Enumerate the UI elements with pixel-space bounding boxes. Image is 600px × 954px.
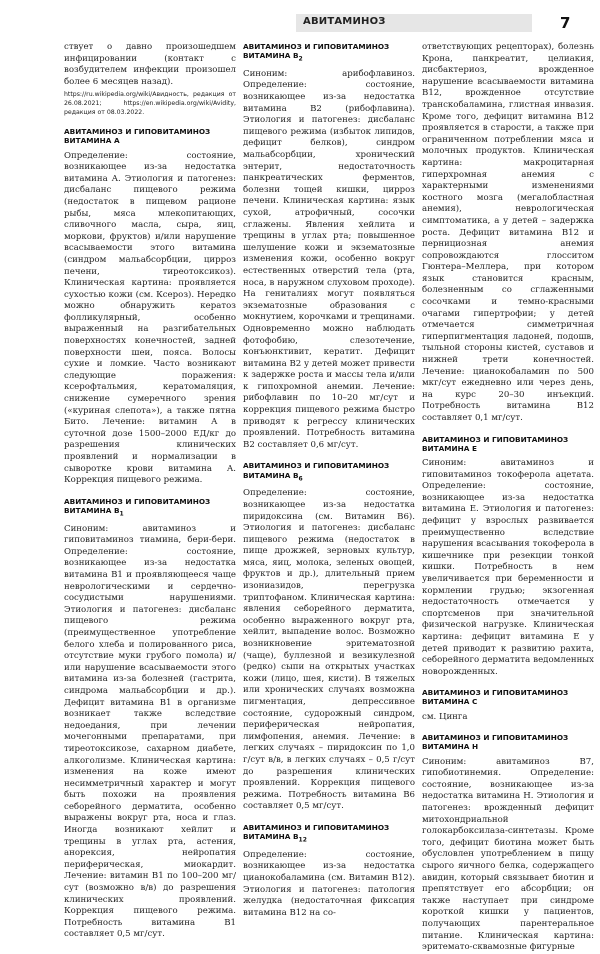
running-title: АВИТАМИНОЗ	[303, 16, 386, 27]
article-vitamin-b1: Синоним: авитаминоз и гиповитаминоз тиамина, бери-бери. Определение: состояние, возникающее из-за недостатка витамина B1 и проявляющееся чаще неврологическими и сердечно-сосудистыми нарушениями. Этиология и патогенез: дисбаланс пищевого режима (преимущественное употребление белого хлеба и полированного риса, отсутствие муки грубого помола) и/или нарушение всасываемости этого витамина из-за болезней (гастрита, синдрома мальабсорбции и др.). Дефицит витамина B1 в организме возникает также вследствие недоедания, при лечении мочегонными препаратами, при тиреотоксикозе, сахарном диабете, алкоголизме. Клиническая картина: изменения на коже имеют несимметричный характер и могут быть похожи на проявления себорейного дерматита, особенно выражены вокруг рта, носа и глаз. Иногда возникают хейлит и трещины в углах рта, астения, анорексия, нейропатия периферическая, миокардит. Лечение: витамин B1 по 100–200 мг/сут (возможно в/в) до разрешения клинических проявлений. Коррекция пищевого режима. Потребность витамина B1 составляет 0,5 мг/сут.	[64, 523, 236, 940]
heading-vitamin-h: АВИТАМИНОЗ И ГИПОВИТАМИНОЗ ВИТАМИНА H	[422, 733, 569, 752]
references: https://ru.wikipedia.org/wiki/Авидность, редакция от 26.08.2021; https://en.wikipedia.org/wiki/Avidity, редакция от 08.03.2022.	[64, 91, 236, 116]
column-right	[422, 42, 594, 954]
heading-vitamin-a: АВИТАМИНОЗ И ГИПОВИТАМИНОЗ ВИТАМИНА A	[64, 127, 211, 146]
continued-paragraph: ствует о давно произошедшем инфицировании (контакт с возбудителем инфекции произошел более 6 месяцев назад).	[64, 42, 236, 87]
continued-article-b12: ответствующих рецепторах), болезнь Крона, панкреатит, целиакия, дисбактериоз, врожденное нарушение всасываемости витамина B12, врожденное отсутствие транскобаламина, глистная инвазия. Кроме того, дефицит витамина B12 проявляется в старости, а также при ограниченном потреблении мяса и молочных продуктов. Клиническая картина: макроцитарная гиперхромная анемия с характерными изменениями костного мозга (мегалобластная анемия), неврологическая симптоматика, а у детей – задержка роста. Дефицит витамина B12 и пернициозная анемия сопровождаются глосситом Гюнтера–Меллера, при котором язык становится красным, болезненным со сглаженными сосочками и темно-красными очагами гипертрофии; у детей отмечается симметричная гиперпигментация ладоней, подошв, тыльной стороны кистей, суставов и нижней трети конечностей. Лечение: цианокобаламин по 500 мкг/сут ежедневно или через день, на курс 20–30 инъекций. Потребность витамина B12 составляет 0,1 мг/сут.	[422, 42, 594, 423]
running-header	[0, 14, 600, 32]
article-vitamin-h: Синоним: авитаминоз B7, гипобиотинемия. Определение: состояние, возникающее из-за недостатка витамина H. Этиология и патогенез: врожденный дефицит митохондриальной голокарбоксилаза-синтетазы. Кроме того, дефицит биотина может быть обусловлен употреблением в пищу сырого яичного белка, содержащего авидин, который связывает биотин и препятствует его абсорбции; он также наступает при синдроме короткой кишки у пациентов, получающих парентеральное питание. Клиническая картина: эритемато-сквамозные фигурные	[422, 756, 594, 953]
article-vitamin-e: Синоним: авитаминоз и гиповитаминоз токоферола ацетата. Определение: состояние, возникающее из-за недостатка витамина E. Этиология и патогенез: дефицит у взрослых развивается преимущественно вследствие нарушения всасывания токоферола в кишечнике при резекции тонкой кишки. Потребность в нем увеличивается при беременности и кормлении грудью; экзогенная недостаточность отмечается у спортсменов при значительной физической нагрузке. Клиническая картина: дефицит витамина E у детей приводит к развитию рахита, себорейного дерматита ведомленных новорожденных.	[422, 458, 594, 677]
column-middle	[243, 42, 415, 919]
heading-vitamin-c: АВИТАМИНОЗ И ГИПОВИТАМИНОЗ ВИТАМИНА C	[422, 688, 569, 707]
page-number: 7	[560, 14, 571, 32]
heading-vitamin-b1: АВИТАМИНОЗ И ГИПОВИТАМИНОЗ ВИТАМИНА $B_1$	[64, 496, 211, 518]
heading-vitamin-b2: АВИТАМИНОЗ И ГИПОВИТАМИНОЗ ВИТАМИНА $B_2$	[243, 42, 390, 63]
heading-vitamin-e: АВИТАМИНОЗ И ГИПОВИТАМИНОЗ ВИТАМИНА E	[422, 434, 569, 453]
article-vitamin-c: см. Цинга	[422, 711, 468, 722]
article-vitamin-b12: Определение: состояние, возникающее из-за недостатка цианокобаламина (см. Витамин B12). Этиология и патогенез: патология желудка (недостаточная фиксация витамина B12 на со-	[243, 849, 415, 918]
column-left	[64, 42, 236, 941]
article-vitamin-a: Определение: состояние, возникающее из-за недостатка витамина A. Этиология и патогенез: дисбаланс пищевого режима (недостаток в пищевом рационе рыбы, мяса млекопитающих, сливочного масла, сыра, яиц, моркови, фруктов) и/или нарушение всасываемости этого витамина (синдром мальабсорбции, цирроз печени, тиреотоксикоз). Клиническая картина: проявляется сухостью кожи (см. Ксероз). Нередко можно обнаружить кератоз фолликулярный, особенно выраженный на разгибательных поверхностях конечностей, задней поверхности шеи, пояса. Волосы сухие и ломкие. Часто возникают следующие поражения: ксерофтальмия, кератомаляция, снижение сумеречного зрения («куриная слепота»), а также пятна Бито. Лечение: витамин A в суточной дозе 1500–2000 ЕД/кг до разрешения клинических проявлений и нормализации в сыворотке крови витамина A. Коррекция пищевого режима.	[64, 150, 236, 486]
heading-vitamin-b12: АВИТАМИНОЗ И ГИПОВИТАМИНОЗ ВИТАМИНА $B_{12}$	[243, 822, 390, 844]
heading-vitamin-b6: АВИТАМИНОЗ И ГИПОВИТАМИНОЗ ВИТАМИНА $B_6$	[243, 461, 390, 483]
article-vitamin-b6: Определение: состояние, возникающее из-за недостатка пиридоксина (см. Витамин B6). Этиология и патогенез: дисбаланс пищевого режима (недостаток в пище дрожжей, зерновых культур, мяса, яиц, молока, зеленых овощей, фруктов и др.), длительный прием изониазидов, перегрузка триптофаном. Клиническая картина: явления себорейного дерматита, особенно выраженного вокруг рта, хейлит, выпадение волос. Возможно возникновение эритематозной (чаще), буллезной и везикулезной (редко) сыпи на открытых участках кожи (лицо, шея, кисти). В тяжелых или хронических случаях возможна пигментация, депрессивное состояние, судорожный синдром, периферическая нейропатия, лимфопения, анемия. Лечение: в легких случаях – пиридоксин по 1,0 г/сут в/в, в легких случаях – 0,5 г/сут до разрешения клинических проявлений. Коррекция пищевого режима. Потребность витамина B6 составляет 0,5 мг/сут.	[243, 488, 415, 812]
article-vitamin-b2: Синоним: арибофлавиноз. Определение: состояние, возникающее из-за недостатка витамина B2 (рибофлавина). Этиология и патогенез: дисбаланс пищевого режима (избыток липидов, дефицит белков), синдром мальабсорбции, хронический энтерит, недостаточность панкреатических ферментов, болезни тощей кишки, цирроз печени. Клиническая картина: язык сухой, атрофичный, сосочки сглажены. Явления хейлита и трещины в углах рта; повышенное шелушение кожи и экзематозные изменения кожи, особенно вокруг естественных отверстий тела (рта, носа, в наружном слуховом проходе). На гениталиях могут появляться экзематозные образования с мокнутием, корочками и трещинами. Одновременно можно наблюдать фотофобию, слезотечение, конъюнктивит, кератит. Дефицит витамина B2 у детей может привести к задержке роста и массы тела и/или к гипохромной анемии. Лечение: рибофлавин по 10–20 мг/сут и коррекция пищевого режима быстро приводят к регрессу клинических проявлений. Потребность витамина B2 составляет 0,6 мг/сут.	[243, 68, 415, 450]
